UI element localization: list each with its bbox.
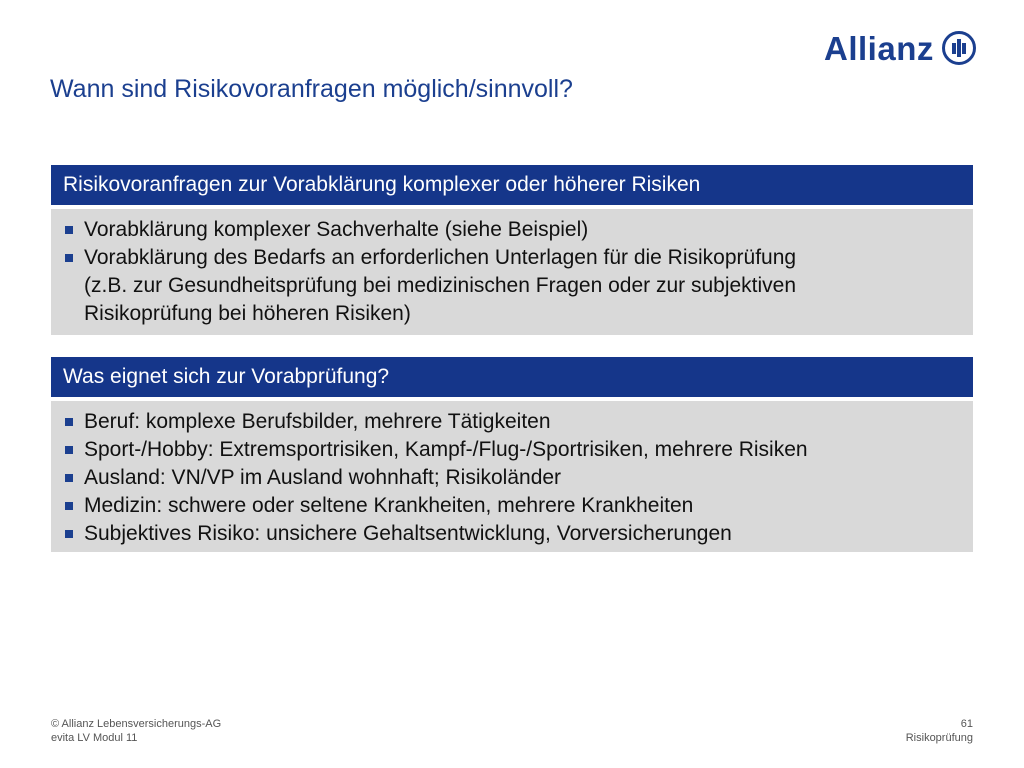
list-item-text: Ausland: VN/VP im Ausland wohnhaft; Risikoländer [84, 466, 562, 489]
list-item-text: Medizin: schwere oder seltene Krankheiten, mehrere Krankheiten [84, 494, 694, 517]
page-title: Wann sind Risikovoranfragen möglich/sinnvoll? [50, 75, 573, 103]
allianz-eagle-icon [942, 31, 976, 65]
square-bullet-icon [65, 254, 73, 262]
square-bullet-icon [65, 418, 73, 426]
section-vorabpruefung [51, 357, 973, 552]
list-item-text: Vorabklärung komplexer Sachverhalte (siehe Beispiel) [84, 218, 589, 241]
footer-topic: Risikoprüfung [905, 732, 973, 744]
square-bullet-icon [65, 502, 73, 510]
list-item [63, 464, 973, 492]
footer-right [906, 717, 973, 745]
logo-text: Allianz [824, 29, 934, 67]
list-item-text: Subjektives Risiko: unsichere Gehaltsentwicklung, Vorversicherungen [84, 522, 732, 545]
list-item-continuation [63, 300, 973, 328]
list-item-text: (z.B. zur Gesundheitsprüfung bei medizinischen Fragen oder zur subjektiven [84, 274, 797, 297]
list-item [63, 244, 973, 272]
list-item [63, 492, 973, 520]
list-item [63, 408, 973, 436]
section-risikovoranfragen [51, 165, 973, 335]
square-bullet-icon [65, 446, 73, 454]
list-item [63, 436, 973, 464]
list-item-text: Vorabklärung des Bedarfs an erforderlichen Unterlagen für die Risikoprüfung [84, 246, 797, 269]
footer-module: evita LV Modul 11 [51, 732, 138, 744]
section-body [51, 209, 973, 335]
allianz-logo [824, 28, 976, 68]
list-item-text: Sport-/Hobby: Extremsportrisiken, Kampf-/Flug-/Sportrisiken, mehrere Risiken [84, 438, 808, 461]
page-number: 61 [960, 718, 973, 730]
section-body [51, 401, 973, 552]
footer-copyright: © Allianz Lebensversicherungs-AG [51, 718, 222, 730]
square-bullet-icon [65, 226, 73, 234]
section-header: Risikovoranfragen zur Vorabklärung komplexer oder höherer Risiken [51, 165, 973, 205]
list-item [63, 216, 973, 244]
section-header: Was eignet sich zur Vorabprüfung? [51, 357, 973, 397]
square-bullet-icon [65, 530, 73, 538]
square-bullet-icon [65, 474, 73, 482]
list-item [63, 520, 973, 548]
list-item-continuation [63, 272, 973, 300]
list-item-text: Beruf: komplexe Berufsbilder, mehrere Tätigkeiten [84, 410, 551, 433]
footer-left [51, 717, 221, 745]
list-item-text: Risikoprüfung bei höheren Risiken) [84, 302, 411, 325]
